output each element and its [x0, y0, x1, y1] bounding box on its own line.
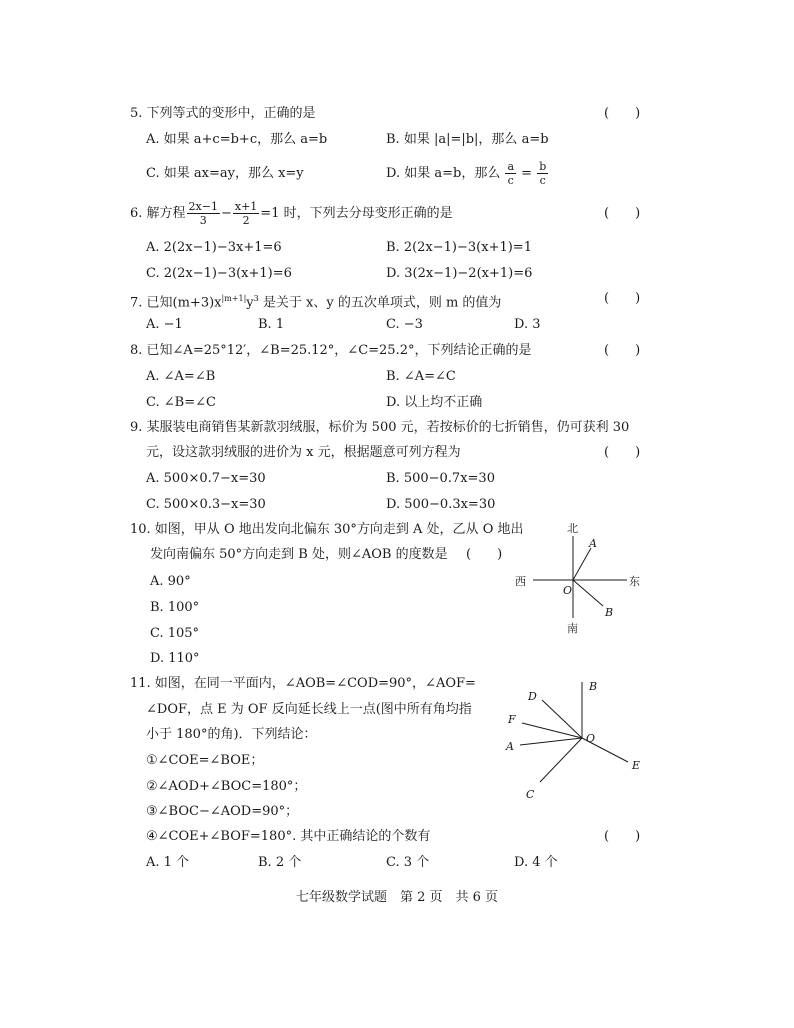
q6-frac2-den: 2 — [242, 214, 250, 227]
q6-answer-paren: ( ) — [604, 206, 641, 221]
q6-stem-suffix: =1 时，下列去分母变形正确的是 — [260, 206, 453, 221]
q10-label-a: A — [589, 537, 597, 550]
q10-stem-line-2: 发向南偏东 50°方向走到 B 处，则∠AOB 的度数是 — [150, 547, 448, 562]
q6-frac1-num: 2x−1 — [188, 200, 218, 213]
q7-option-d: D. 3 — [514, 317, 541, 332]
q11-stem-line-3: 小于 180°的角)．下列结论： — [146, 727, 317, 742]
q6-option-c: C. 2(2x−1)−3(x+1)=6 — [146, 266, 292, 281]
q11-label-e: E — [632, 759, 641, 772]
q10-label-north: 北 — [567, 522, 578, 535]
q11-statement-1: ①∠COE=∠BOE； — [146, 753, 264, 768]
q6-option-d: D. 3(2x−1)−2(x+1)=6 — [386, 266, 533, 281]
q9-option-d: D. 500−0.3x=30 — [386, 497, 496, 512]
q11-option-b: B. 2 个 — [258, 855, 302, 870]
q7-option-b: B. 1 — [258, 317, 285, 332]
q6-fraction-2 — [233, 201, 259, 226]
q11-label-o: O — [586, 732, 596, 745]
q5-option-a: A. 如果 a+c=b+c，那么 a=b — [146, 132, 328, 147]
q6-minus: − — [220, 206, 232, 221]
q5-option-d-prefix: D. 如果 a=b，那么 — [386, 166, 501, 181]
q11-stem-line-2: ∠DOF，点 E 为 OF 反向延长线上一点(图中所有角均指 — [146, 702, 472, 717]
q11-label-b: B — [589, 680, 598, 693]
q6-stem — [130, 198, 453, 230]
q7-option-c: C. −3 — [386, 317, 423, 332]
q10-option-d: D. 110° — [150, 651, 200, 666]
q10-label-b: B — [605, 606, 614, 619]
q9-option-c: C. 500×0.3−x=30 — [146, 497, 266, 512]
q11-label-a: A — [506, 740, 514, 753]
q11-ray-oa — [520, 738, 582, 745]
q11-label-c: C — [526, 788, 535, 801]
q11-label-d: D — [528, 690, 537, 703]
q10-ray-ob — [573, 580, 603, 606]
q11-stem-line-1: 11. 如图，在同一平面内，∠AOB=∠COD=90°，∠AOF= — [130, 676, 476, 691]
q11-ray-of — [522, 723, 582, 738]
q5-stem: 5. 下列等式的变形中，正确的是 — [130, 106, 316, 121]
q5-option-d-eq: = — [521, 166, 533, 181]
q11-ray-od — [542, 700, 582, 738]
q10-option-b: B. 100° — [150, 600, 200, 615]
q5-answer-paren: ( ) — [604, 106, 641, 121]
q7-stem-a: 7. 已知(m+3)x — [130, 295, 222, 311]
q5-option-d-fraction-1 — [505, 161, 516, 186]
q11-statement-2: ②∠AOD+∠BOC=180°； — [146, 779, 307, 794]
q7-option-a: A. −1 — [146, 317, 183, 332]
q9-stem-line-2: 元，设这款羽绒服的进价为 x 元，根据题意可列方程为 — [146, 445, 461, 460]
q10-ray-oa — [573, 548, 591, 580]
q11-angles-figure — [500, 676, 650, 802]
q6-stem-prefix: 6. 解方程 — [130, 206, 186, 221]
q8-option-a: A. ∠A=∠B — [146, 369, 216, 384]
q11-answer-paren: ( ) — [604, 829, 641, 844]
q8-option-d: D. 以上均不正确 — [386, 395, 483, 410]
q6-option-b: B. 2(2x−1)−3(x+1)=1 — [386, 240, 532, 255]
q10-option-a: A. 90° — [150, 574, 191, 589]
q8-option-c: C. ∠B=∠C — [146, 395, 216, 410]
q6-fraction-1 — [187, 201, 220, 226]
q8-answer-paren: ( ) — [604, 343, 641, 358]
page-footer: 七年级数学试题 第 2 页 共 6 页 — [295, 890, 499, 905]
q8-option-b: B. ∠A=∠C — [386, 369, 456, 384]
q5-d-frac2-den: c — [539, 174, 546, 187]
q9-answer-paren: ( ) — [604, 445, 641, 460]
q7-sup-2: 3 — [253, 294, 259, 303]
q9-option-a: A. 500×0.7−x=30 — [146, 471, 266, 486]
q6-frac1-den: 3 — [199, 214, 207, 227]
q7-answer-paren: ( ) — [604, 291, 641, 306]
q11-option-c: C. 3 个 — [386, 855, 430, 870]
q6-option-a: A. 2(2x−1)−3x+1=6 — [146, 240, 282, 255]
q6-frac2-num: x+1 — [234, 200, 258, 213]
q10-stem-line-1: 10. 如图，甲从 O 地出发向北偏东 30°方向走到 A 处，乙从 O 地出 — [130, 522, 524, 537]
q9-stem-line-1: 9. 某服装电商销售某新款羽绒服，标价为 500 元，若按标价的七折销售，仍可获利 30 — [130, 420, 630, 435]
q11-statement-3: ③∠BOC−∠AOD=90°； — [146, 804, 299, 819]
q10-label-south: 南 — [567, 622, 578, 635]
q11-option-a: A. 1 个 — [146, 855, 190, 870]
q10-answer-paren: ( ) — [466, 547, 503, 562]
q5-option-d-fraction-2 — [537, 161, 548, 186]
q8-stem: 8. 已知∠A=25°12′，∠B=25.12°，∠C=25.2°，下列结论正确的是 — [130, 343, 532, 358]
q7-sup-1: |m+1| — [221, 294, 247, 303]
q11-option-d: D. 4 个 — [514, 855, 558, 870]
q10-label-east: 东 — [629, 575, 640, 588]
q5-d-frac2-num: b — [539, 160, 547, 173]
q9-option-b: B. 500−0.7x=30 — [386, 471, 495, 486]
q10-compass-figure — [505, 518, 655, 638]
q5-option-b: B. 如果 |a|=|b|，那么 a=b — [386, 132, 549, 147]
q5-option-c: C. 如果 ax=ay，那么 x=y — [146, 166, 304, 181]
q11-statement-4: ④∠COE+∠BOF=180°. 其中正确结论的个数有 — [146, 829, 431, 844]
q5-d-frac1-num: a — [507, 160, 515, 173]
q7-stem-c: 是关于 x、y 的五次单项式，则 m 的值为 — [258, 295, 502, 311]
q10-label-west: 西 — [515, 575, 526, 588]
q7-stem-b: y — [246, 295, 254, 311]
q11-label-f: F — [508, 713, 516, 726]
q5-option-d — [386, 158, 549, 190]
q10-label-o: O — [563, 584, 573, 597]
q11-ray-oc — [540, 738, 582, 782]
q7-stem — [130, 291, 501, 311]
q10-option-c: C. 105° — [150, 626, 200, 641]
q5-d-frac1-den: c — [507, 174, 514, 187]
